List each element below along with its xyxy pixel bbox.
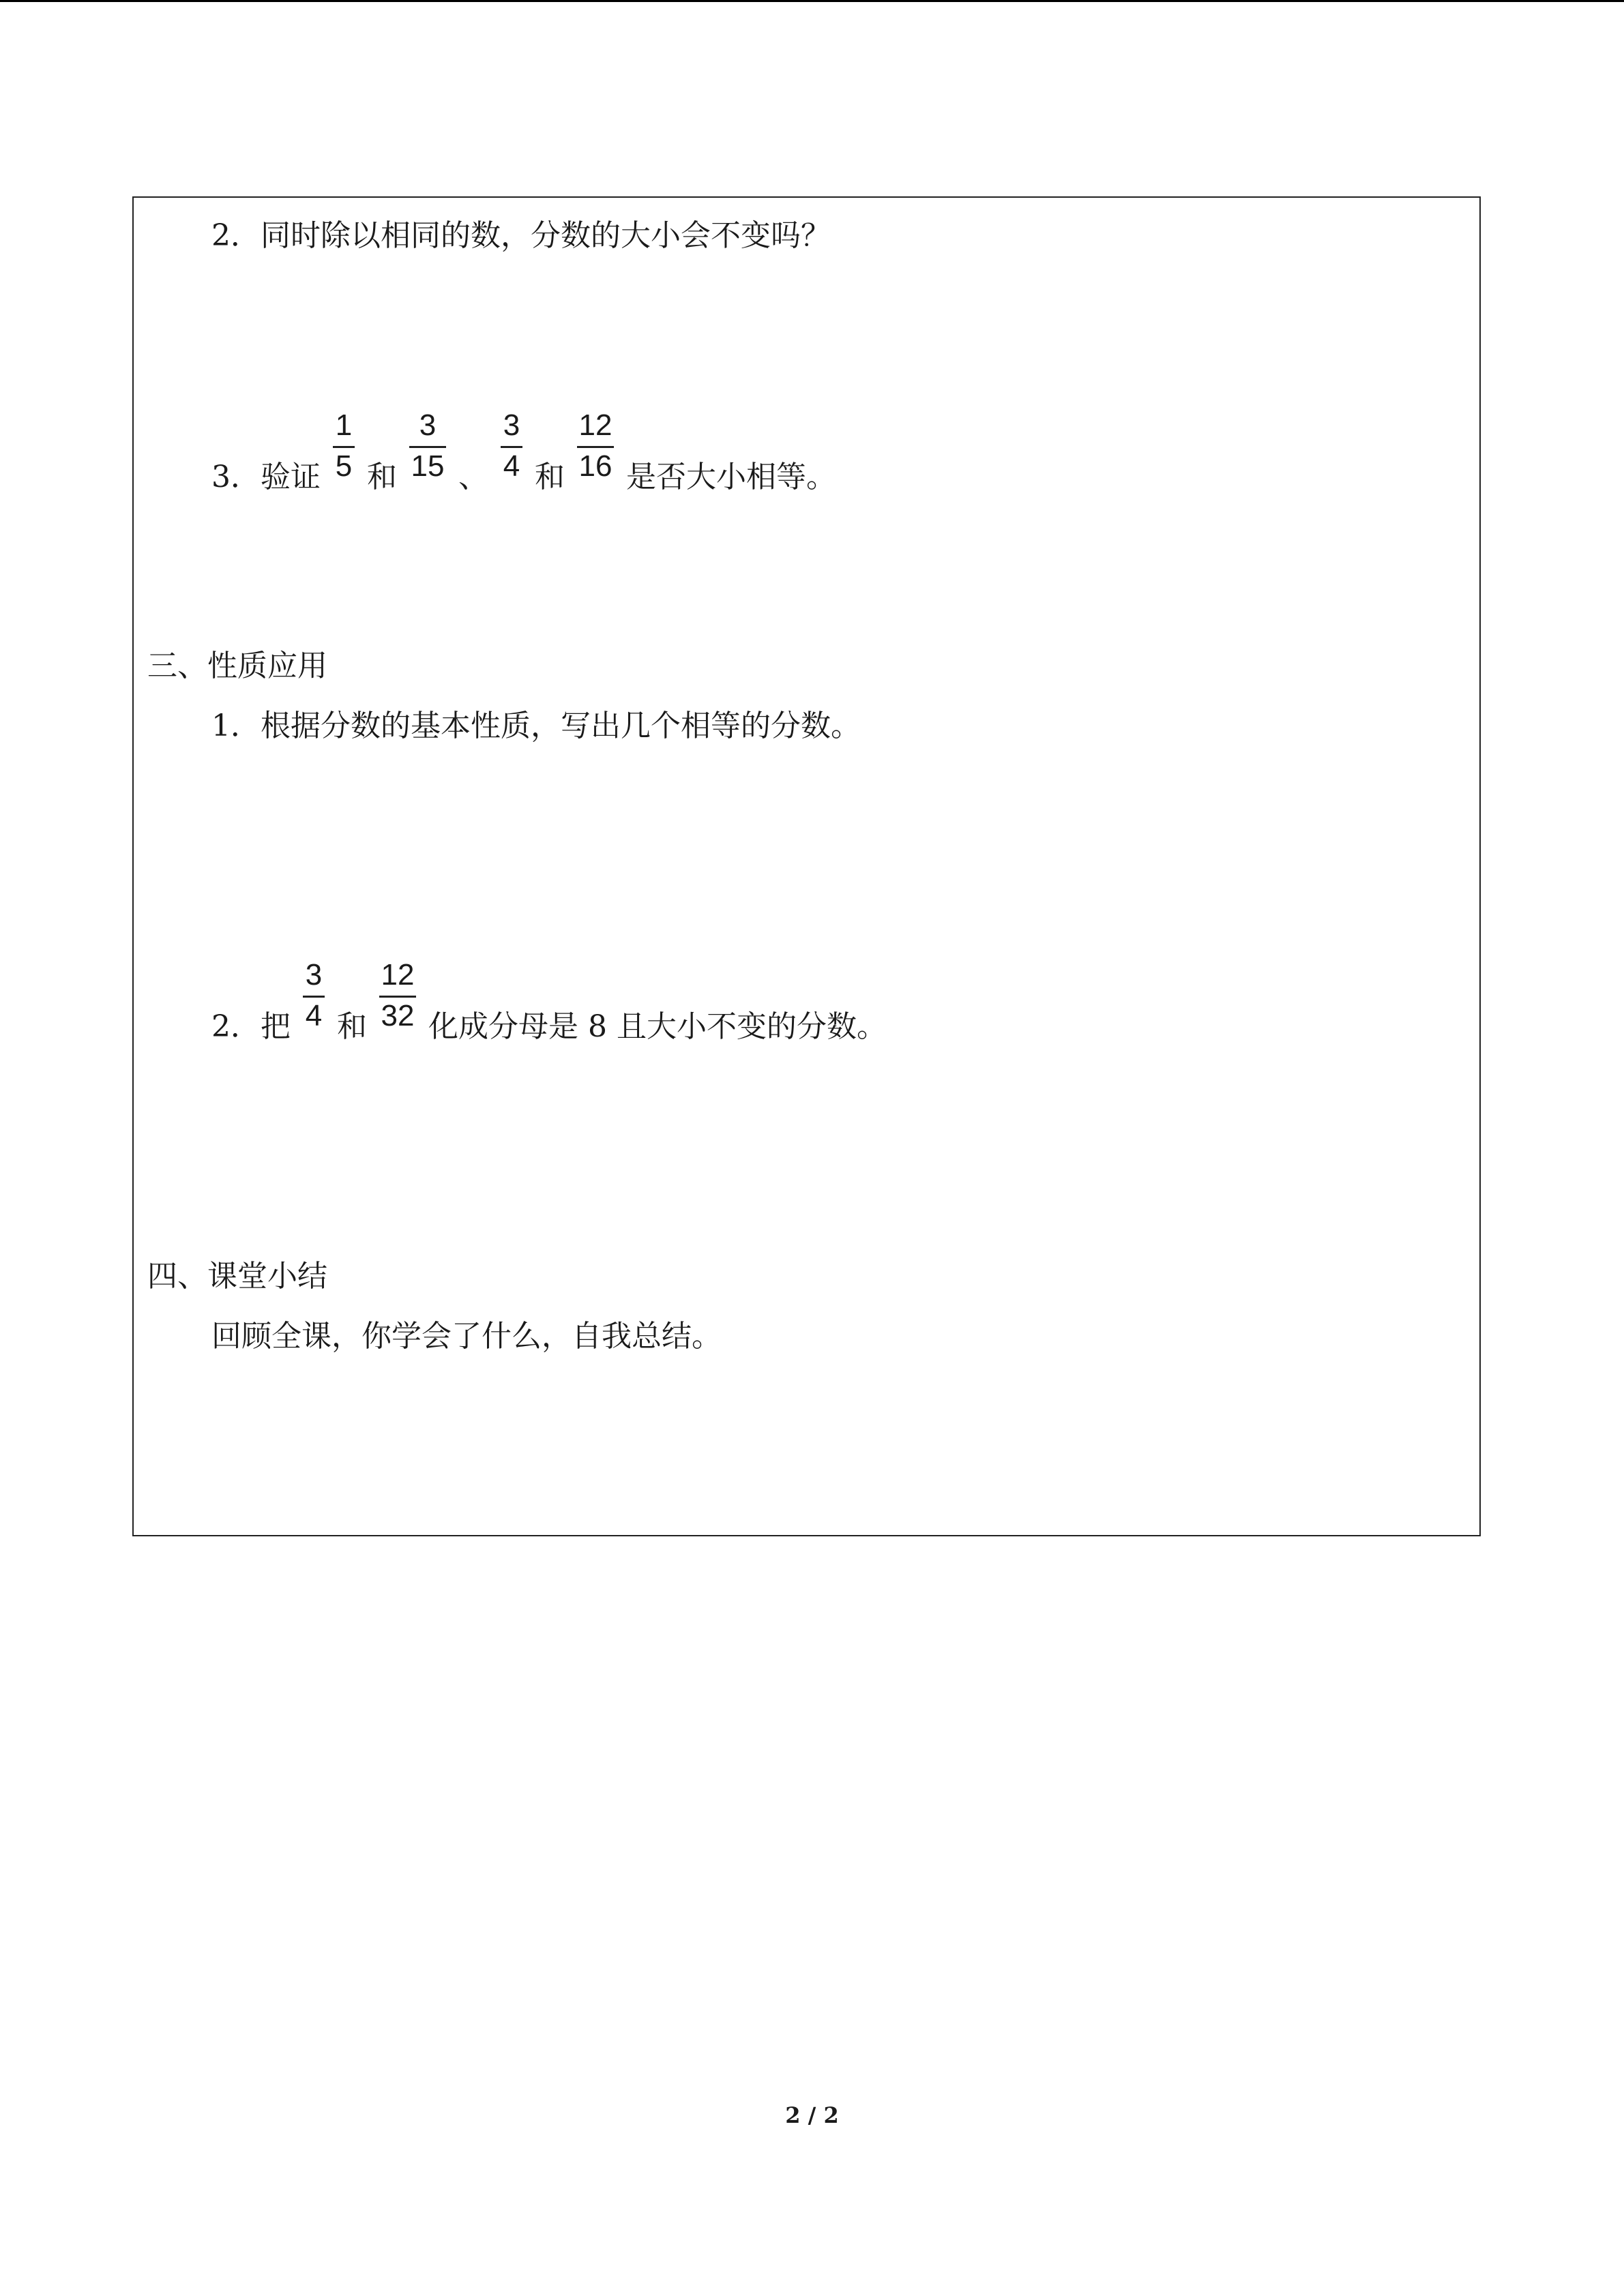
application-question-2-suffix: 化成分母是 8 且大小不变的分数。	[428, 1009, 887, 1044]
fraction-12-16	[577, 408, 614, 487]
top-rule	[0, 0, 1624, 2]
fraction-bar	[409, 446, 446, 448]
question-2-text: 2．同时除以相同的数，分数的大小会不变吗？	[211, 218, 831, 253]
fraction-bar	[303, 996, 325, 998]
fraction-denominator: 32	[381, 999, 415, 1032]
fraction-denominator: 16	[578, 449, 612, 483]
fraction-12-32	[379, 958, 416, 1037]
fraction-denominator: 4	[503, 449, 520, 483]
summary-instruction	[211, 1319, 722, 1354]
fraction-bar	[577, 446, 614, 448]
application-question-1	[211, 709, 861, 744]
question-3-prefix: 3．验证	[211, 460, 321, 494]
question-3-and-2: 和	[535, 460, 565, 494]
fraction-denominator: 15	[411, 449, 445, 483]
section-3-heading: 三、性质应用	[147, 648, 327, 683]
fraction-numerator: 3	[419, 408, 437, 442]
application-question-2-prefix: 2．把	[211, 1009, 291, 1044]
fraction-bar	[379, 996, 416, 998]
section-4-title	[147, 1259, 327, 1294]
application-question-1-text: 1．根据分数的基本性质，写出几个相等的分数。	[211, 709, 861, 743]
fraction-numerator: 3	[503, 408, 520, 442]
section-4-heading: 四、课堂小结	[147, 1259, 327, 1294]
section-3-title	[147, 648, 327, 684]
question-3-suffix: 是否大小相等。	[626, 460, 836, 494]
question-3-and-1: 和	[367, 460, 397, 494]
fraction-numerator: 12	[578, 408, 612, 442]
fraction-bar	[333, 446, 355, 448]
page-number: 2 / 2	[785, 2102, 839, 2128]
fraction-3-4	[501, 408, 522, 487]
fraction-3-4-b	[303, 958, 325, 1037]
fraction-denominator: 4	[305, 999, 323, 1032]
question-3-verify	[211, 408, 836, 494]
fraction-1-5	[333, 408, 355, 487]
fraction-numerator: 3	[305, 958, 323, 992]
application-question-2	[211, 958, 887, 1044]
summary-instruction-text: 回顾全课，你学会了什么，自我总结。	[211, 1319, 722, 1354]
question-3-separator: 、	[458, 460, 488, 494]
fraction-bar	[501, 446, 522, 448]
fraction-numerator: 1	[335, 408, 353, 442]
application-question-2-and: 和	[337, 1009, 367, 1044]
question-2-divide	[211, 218, 831, 254]
fraction-numerator: 12	[381, 958, 415, 992]
fraction-denominator: 5	[335, 449, 353, 483]
fraction-3-15	[409, 408, 446, 487]
